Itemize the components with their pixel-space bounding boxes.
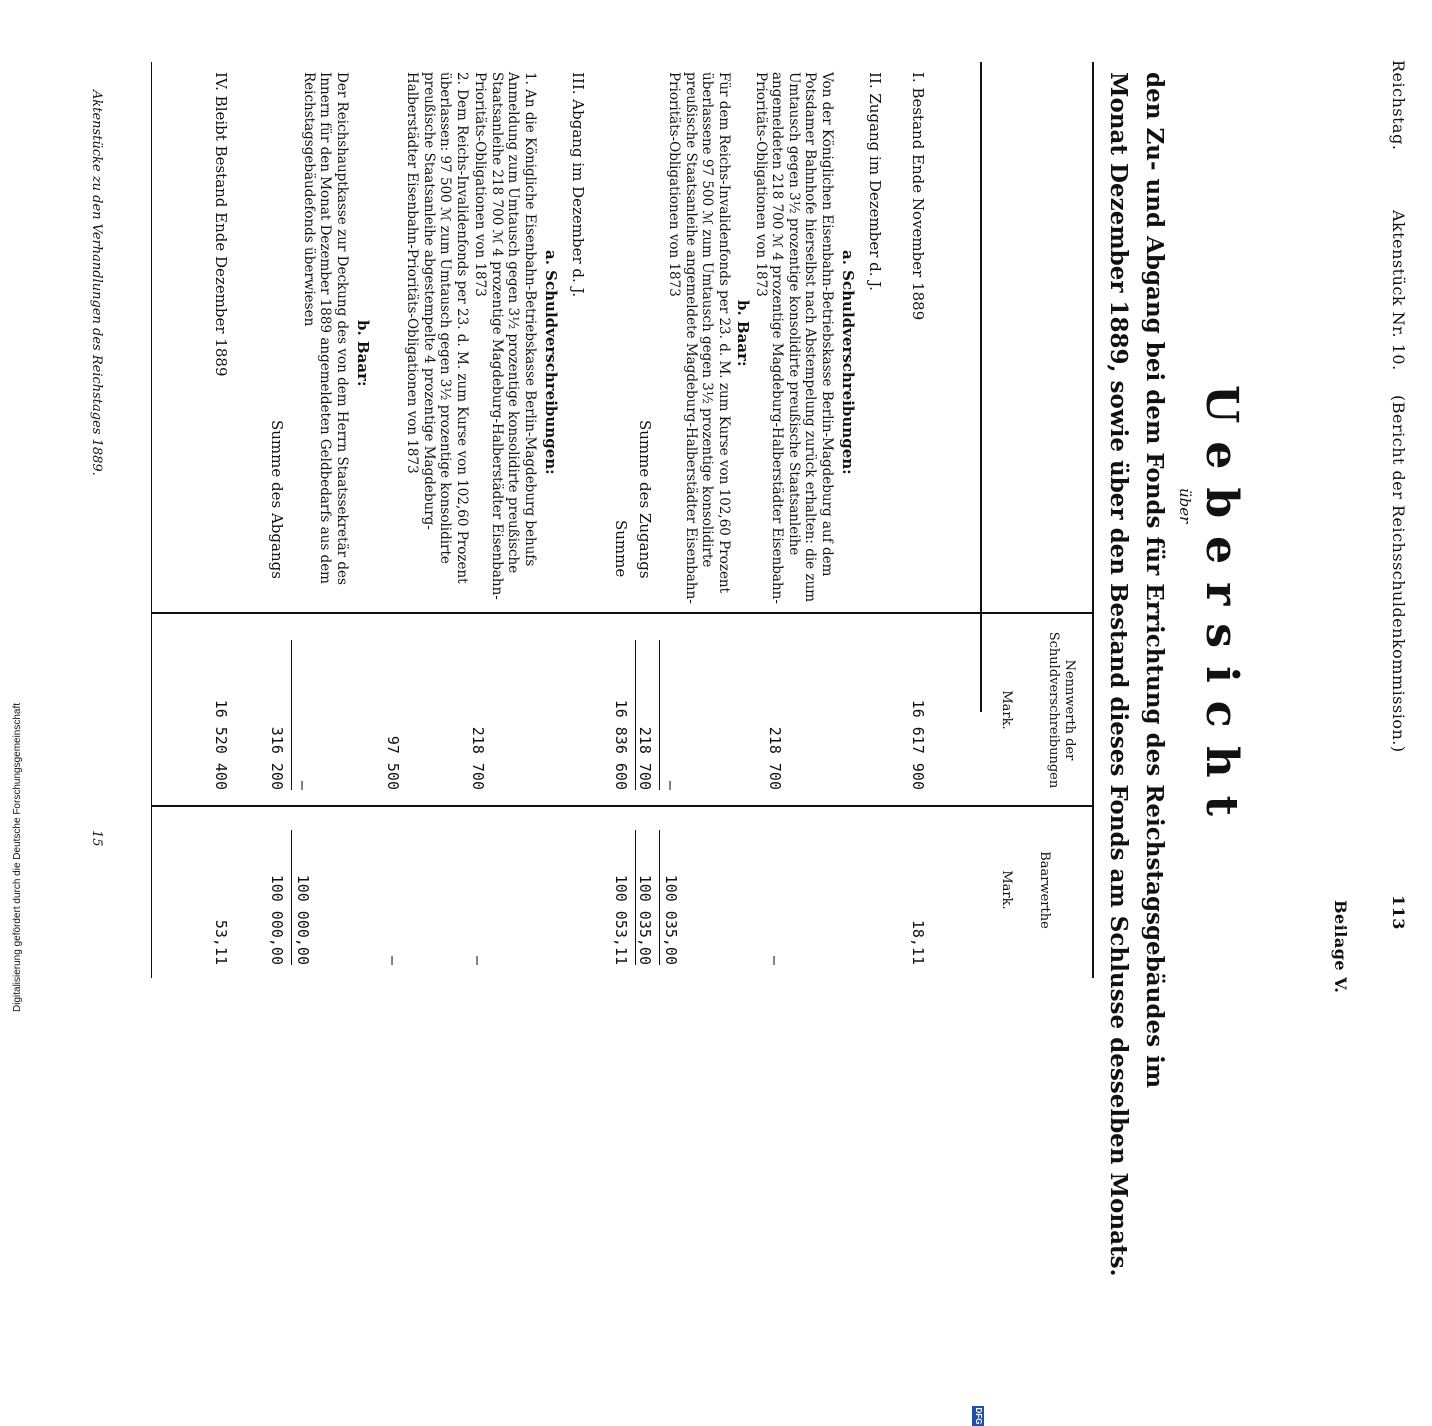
row-text: Von der Königlichen Eisenbahn-Betriebskasse Berlin-Magdeburg auf dem Potsdamer Bahnhofe hierselbst nach Abstempelung zurück erhalten: die zum Umtausch gegen 3½ prozentige konsolidirte preußische Staatsanleihe angemeldeten 218 700 ℳ 4 prozentige Magdeburg-Halberstädter Eisenbahn-Prioritäts-Obligationen von 1873 [753, 72, 835, 604]
sum-rule [291, 830, 292, 965]
row-label: II. Zugang im Dezember d. J. [866, 72, 884, 291]
row-nominal: 218 700 [636, 726, 654, 790]
row-label: a. Schuldverschreibungen: [839, 250, 857, 475]
row-label: IV. Bleibt Bestand Ende Dezember 1889 [212, 72, 230, 377]
row-cash: 100 035,00 [662, 874, 680, 965]
footer-left: Aktenstücke zu den Verhandlungen des Reichstages 1889. [89, 90, 104, 476]
header-middle: Aktenstück Nr. 10. [1389, 210, 1408, 371]
row-cash: 100 000,00 [268, 874, 286, 965]
row-nominal: 316 200 [268, 726, 286, 790]
row-label: Summe [612, 520, 630, 578]
page-number: 113 [1389, 895, 1408, 930]
table-bottom-rule [151, 62, 152, 978]
column-rule-2 [152, 805, 1092, 807]
row-label: I. Bestand Ende November 1889 [909, 72, 927, 321]
row-label: III. Abgang im Dezember d. J. [569, 72, 587, 298]
row-cash: 100 035,00 [636, 874, 654, 965]
sum-rule [659, 640, 660, 790]
row-nominal: 16 520 400 [212, 699, 230, 790]
header-right: (Bericht der Reichsschuldenkommission.) [1389, 395, 1408, 753]
row-nominal: 16 617 900 [909, 699, 927, 790]
supplement-label: Beilage V. [1331, 900, 1350, 994]
title-line-2: Monat Dezember 1889, sowie über den Bestand dieses Fonds am Schlusse desselben Monats. [1105, 72, 1132, 1277]
row-nominal: 16 836 600 [612, 699, 630, 790]
row-nominal: — [294, 780, 312, 790]
row-label: b. Baar: [354, 320, 372, 387]
column-unit-cash: Mark. [999, 870, 1014, 910]
dfg-logo: DFG [974, 1407, 983, 1425]
row-cash: — [469, 955, 487, 965]
row-text: Der Reichshauptkasse zur Deckung des von dem Herrn Staatssekretär des Innern für den Monat Dezember 1889 angemeldeten Geldbedarfs aus dem Reichstagsgebäudefonds überwiesen [301, 72, 350, 585]
row-cash: — [766, 955, 784, 965]
funding-note: Digitalisierung gefördert durch die Deutsche Forschungsgemeinschaft [12, 702, 23, 1012]
row-nominal: 218 700 [766, 726, 784, 790]
sum-rule [291, 640, 292, 790]
column-header-nominal: Nennwerth der Schuldverschreibungen [1046, 631, 1077, 789]
row-cash: — [384, 955, 402, 965]
title-over: über [1176, 488, 1194, 524]
sum-rule [635, 640, 636, 790]
row-label: Summe des Abgangs [268, 420, 286, 579]
document-title: Uebersicht [1196, 385, 1247, 834]
column-header-cash: Baarwerthe [1037, 851, 1052, 929]
table-top-rule [1092, 62, 1094, 978]
row-nominal: 97 500 [384, 735, 402, 790]
row-text: 2. Dem Reichs-Invalidenfonds per 23. d. M. zum Kurse von 102,60 Prozent überlassen: 97 500 ℳ zum Umtausch gegen 3½ prozentige konsolidirte preußische Staatsanleihe abgestempelte 4 prozentige Magdeburg-Halberstädter Eisenbahn-Prioritäts-Obligationen von 1873 [404, 72, 470, 584]
column-rule-1 [152, 612, 1092, 614]
row-cash: 18,11 [909, 919, 927, 965]
row-cash: 100 000,00 [294, 874, 312, 965]
sum-rule [659, 830, 660, 965]
footer-page-number: 15 [89, 830, 104, 847]
column-unit-nominal: Mark. [999, 690, 1014, 730]
row-label: b. Baar: [734, 300, 752, 367]
row-label: a. Schuldverschreibungen: [542, 250, 560, 475]
row-label: Summe des Zugangs [636, 420, 654, 579]
row-nominal: — [662, 780, 680, 790]
row-text: Für dem Reichs-Invalidenfonds per 23. d. M. zum Kurse von 102,60 Prozent überlassene 97 500 ℳ zum Umtausch gegen 3½ prozentige konsolidirte preußische Staatsanleihe angemeldete Magdeburg-Halberstädter Eisenbahn-Prioritäts-Obligationen von 1873 [666, 72, 732, 604]
header-left: Reichstag. [1389, 60, 1408, 151]
row-cash: 100 053,11 [612, 874, 630, 965]
row-nominal: 218 700 [469, 726, 487, 790]
sum-rule [635, 830, 636, 965]
row-cash: 53,11 [212, 919, 230, 965]
table-header-rule [980, 62, 982, 712]
title-line-1: den Zu- und Abgang bei dem Fonds für Errichtung des Reichstagsgebäudes im [1141, 72, 1168, 1089]
row-text: 1. An die Königliche Eisenbahn-Betriebskasse Berlin-Magdeburg behufs Anmeldung zum Umtausch gegen 3½ prozentige konsolidirte preußische Staatsanleihe 218 700 ℳ 4 prozentige Magdeburg-Halberstädter Eisenbahn-Prioritäts-Obligationen von 1873 [472, 72, 538, 600]
